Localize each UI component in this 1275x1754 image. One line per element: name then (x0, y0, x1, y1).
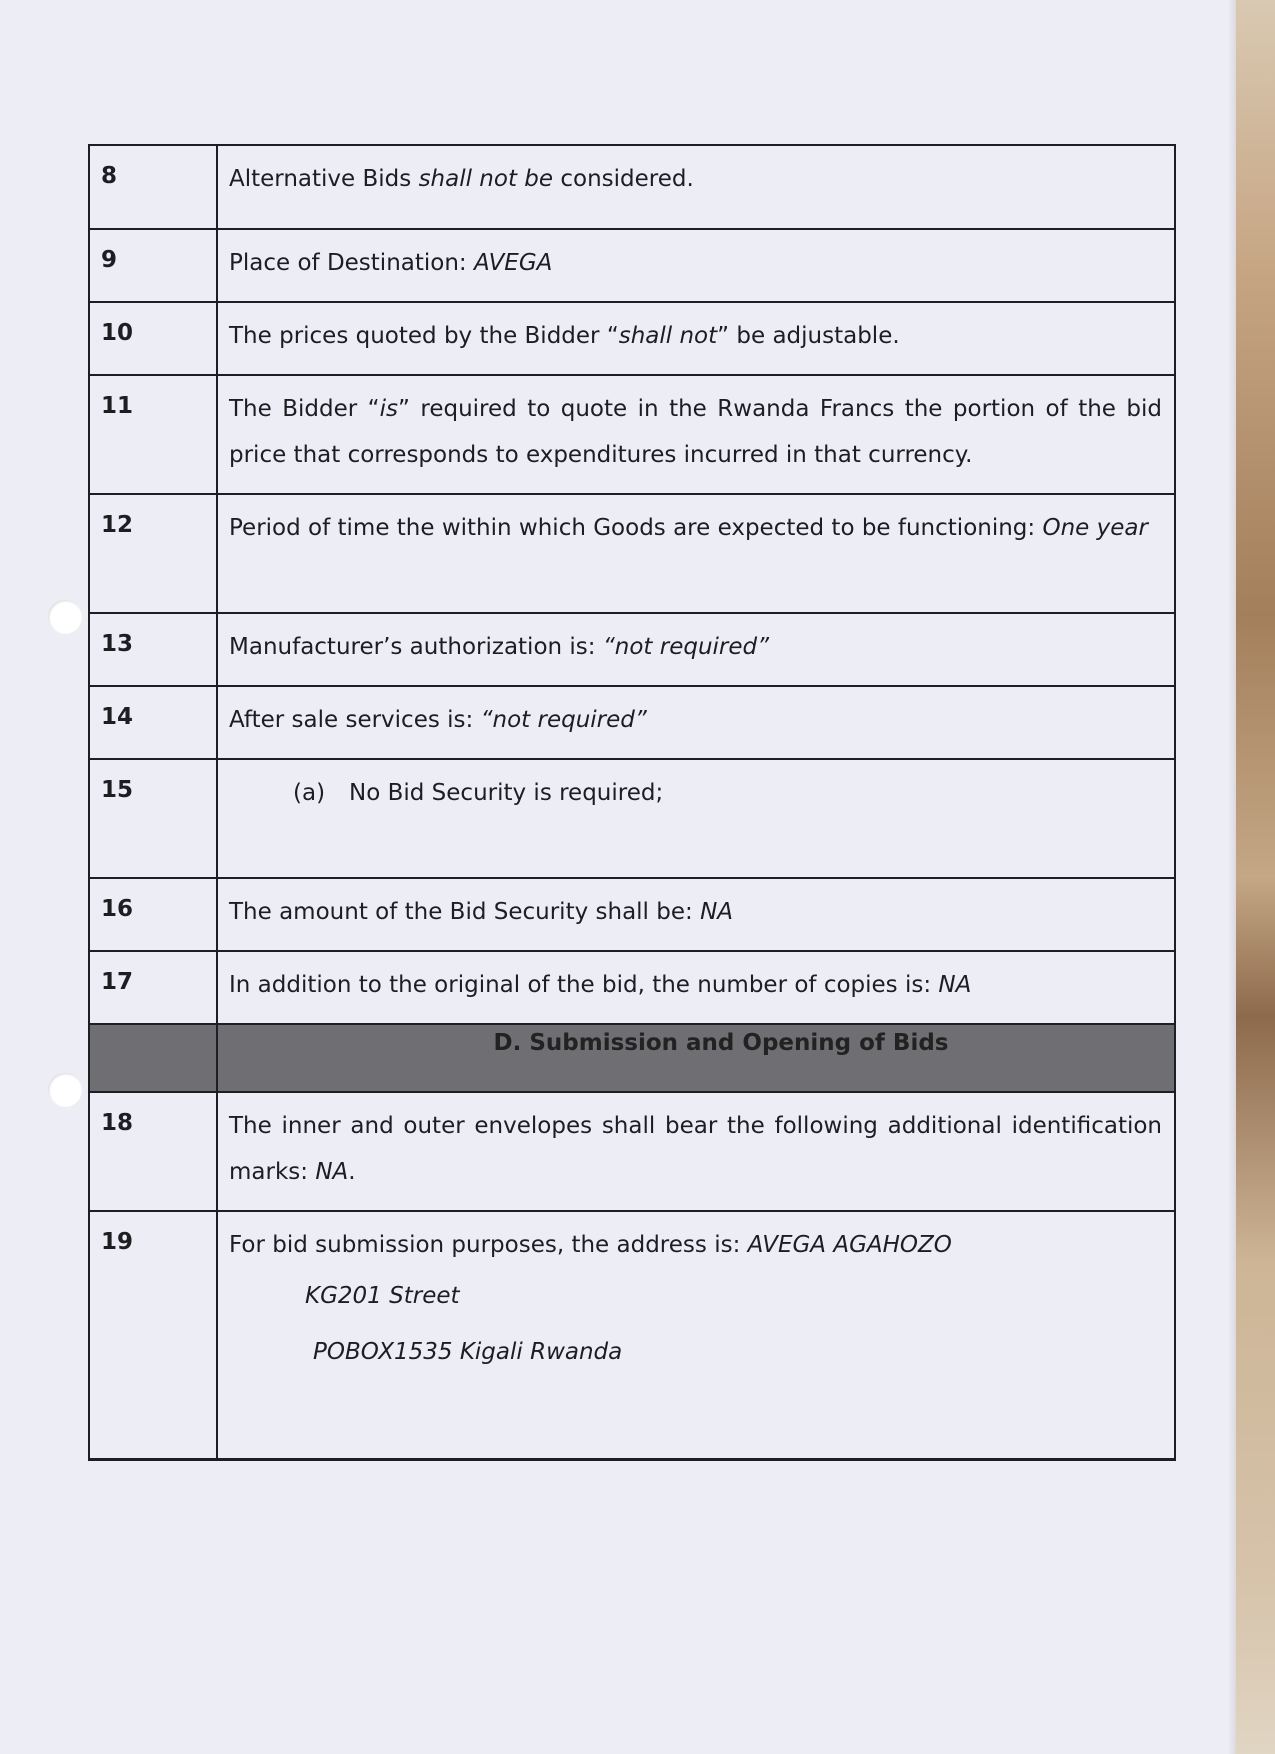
row-number: 10 (89, 302, 217, 375)
row-number: 9 (89, 229, 217, 302)
table-row-8 (89, 145, 1175, 229)
table-row-16 (89, 878, 1175, 951)
table-row-15 (89, 759, 1175, 878)
row-number: 16 (89, 878, 217, 951)
row-text: Manufacturer’s authorization is: “not required” (217, 613, 1175, 686)
bid-data-table (88, 144, 1176, 1461)
row-text: Period of time the within which Goods are expected to be functioning: One year (217, 494, 1175, 613)
row-number: 15 (89, 759, 217, 878)
row-number: 13 (89, 613, 217, 686)
row-number: 8 (89, 145, 217, 229)
section-header-row (89, 1024, 1175, 1092)
row-number: 12 (89, 494, 217, 613)
row-number: 19 (89, 1211, 217, 1459)
row-text: The amount of the Bid Security shall be: NA (217, 878, 1175, 951)
table-row-14 (89, 686, 1175, 759)
row-text: The Bidder “is” required to quote in the Rwanda Francs the portion of the bid price that corresponds to expenditures incurred in that currency. (217, 375, 1175, 494)
table-row-12 (89, 494, 1175, 613)
list-label: (a) (293, 780, 326, 806)
row-number: 14 (89, 686, 217, 759)
section-header-title: D. Submission and Opening of Bids (217, 1024, 1175, 1092)
table-row-19 (89, 1211, 1175, 1459)
punch-hole-lower (48, 1073, 82, 1107)
row-text: The prices quoted by the Bidder “shall not” be adjustable. (217, 302, 1175, 375)
row-text: The inner and outer envelopes shall bear the following additional identification marks: NA. (217, 1092, 1175, 1211)
table-row-18 (89, 1092, 1175, 1211)
row-text: In addition to the original of the bid, the number of copies is: NA (217, 951, 1175, 1024)
row-text: Place of Destination: AVEGA (217, 229, 1175, 302)
row-text: For bid submission purposes, the address is: AVEGA AGAHOZO KG201 Street POBOX1535 Kigali Rwanda (217, 1211, 1175, 1459)
row-number: 17 (89, 951, 217, 1024)
address-line-1: KG201 Street (305, 1283, 460, 1309)
table-row-17 (89, 951, 1175, 1024)
row-number: 11 (89, 375, 217, 494)
row-text: Alternative Bids shall not be considered. (217, 145, 1175, 229)
address-line-2: POBOX1535 Kigali Rwanda (313, 1339, 623, 1365)
table-row-11 (89, 375, 1175, 494)
page-edge-stain (1236, 0, 1275, 1754)
table-row-13 (89, 613, 1175, 686)
table-row-9 (89, 229, 1175, 302)
punch-hole-upper (48, 600, 82, 634)
row-text: After sale services is: “not required” (217, 686, 1175, 759)
row-text: (a) No Bid Security is required; (217, 759, 1175, 878)
row-number: 18 (89, 1092, 217, 1211)
section-header-blank (89, 1024, 217, 1092)
table-row-10 (89, 302, 1175, 375)
